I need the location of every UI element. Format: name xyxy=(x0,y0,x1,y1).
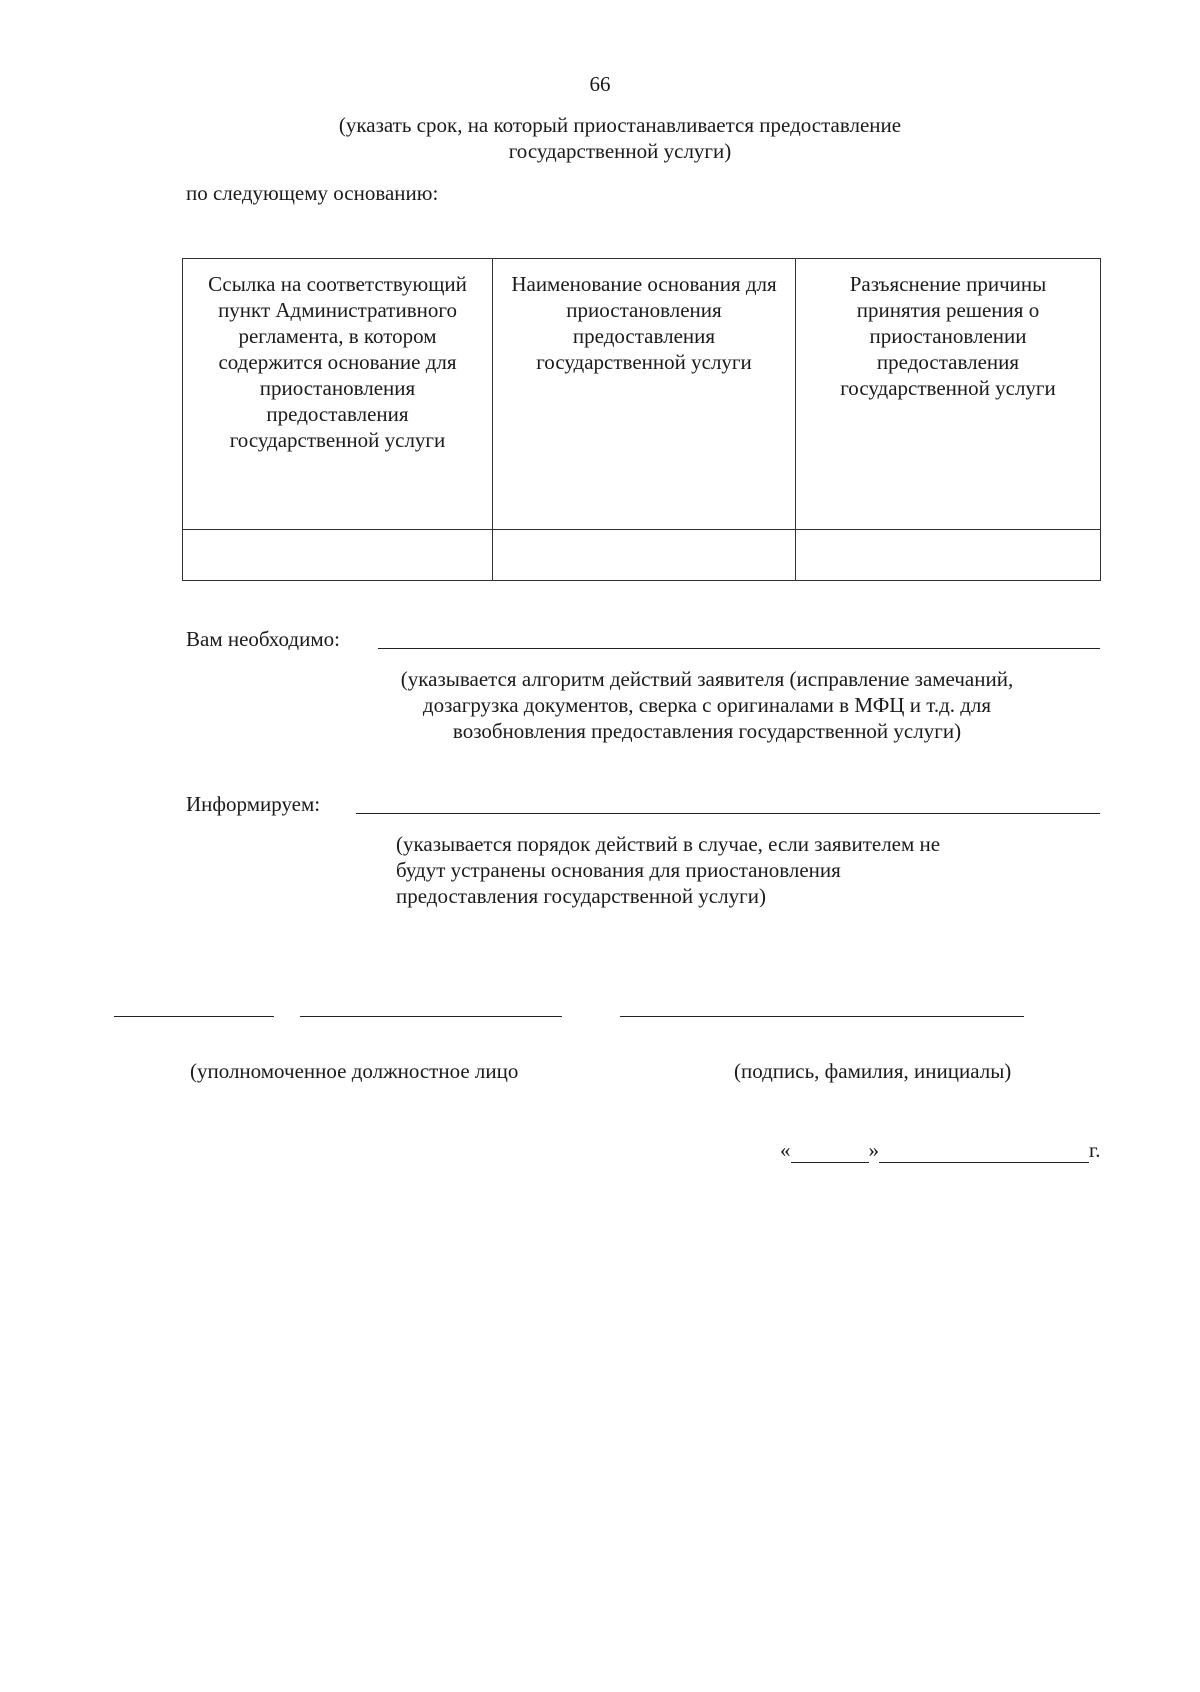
official-position-line[interactable] xyxy=(114,1016,274,1017)
official-name-line[interactable] xyxy=(300,1016,562,1017)
basis-intro: по следующему основанию: xyxy=(186,181,439,205)
column-header-reason-explanation: Разъяснение причины принятия решения о приостановлении предоставления государственной услуги xyxy=(796,259,1101,530)
column-header-basis-name: Наименование основания для приостановления предоставления государственной услуги xyxy=(493,259,796,530)
need-fill-line[interactable] xyxy=(378,648,1100,649)
inform-note: (указывается порядок действий в случае, если заявителем не будут устранены основания для приостановления предоставления государственной услуги) xyxy=(396,832,941,908)
suspension-reasons-table xyxy=(182,258,1101,581)
signature-label: (подпись, фамилия, инициалы) xyxy=(734,1059,1012,1083)
date-open-quote: « xyxy=(780,1138,791,1162)
date-day-blank[interactable] xyxy=(791,1142,869,1163)
signature-line[interactable] xyxy=(620,1016,1024,1017)
table-cell[interactable] xyxy=(183,530,493,581)
table-cell[interactable] xyxy=(796,530,1101,581)
date-month-year-blank[interactable] xyxy=(879,1142,1089,1163)
suspension-term-note: (указать срок, на который приостанавливается предоставление государственной услуги) xyxy=(338,113,902,163)
page-number: 66 xyxy=(589,72,611,96)
table-header-row xyxy=(183,259,1101,530)
official-label: (уполномоченное должностное лицо xyxy=(190,1059,519,1083)
table-cell[interactable] xyxy=(493,530,796,581)
date-year-suffix: г. xyxy=(1089,1138,1101,1162)
date-close-quote: » xyxy=(868,1138,879,1162)
need-label: Вам необходимо: xyxy=(186,627,340,651)
inform-label: Информируем: xyxy=(186,792,321,816)
column-header-regulation-reference: Ссылка на соответствующий пункт Административного регламента, в котором содержится основание для приостановления предоставления государственной услуги xyxy=(183,259,493,530)
date-field xyxy=(780,1138,1101,1163)
table-row xyxy=(183,530,1101,581)
inform-fill-line[interactable] xyxy=(356,813,1100,814)
need-note: (указывается алгоритм действий заявителя (исправление замечаний, дозагрузка документов, сверка с оригиналами в МФЦ и т.д. для возобновления предоставления государственной услуги) xyxy=(400,667,1014,743)
